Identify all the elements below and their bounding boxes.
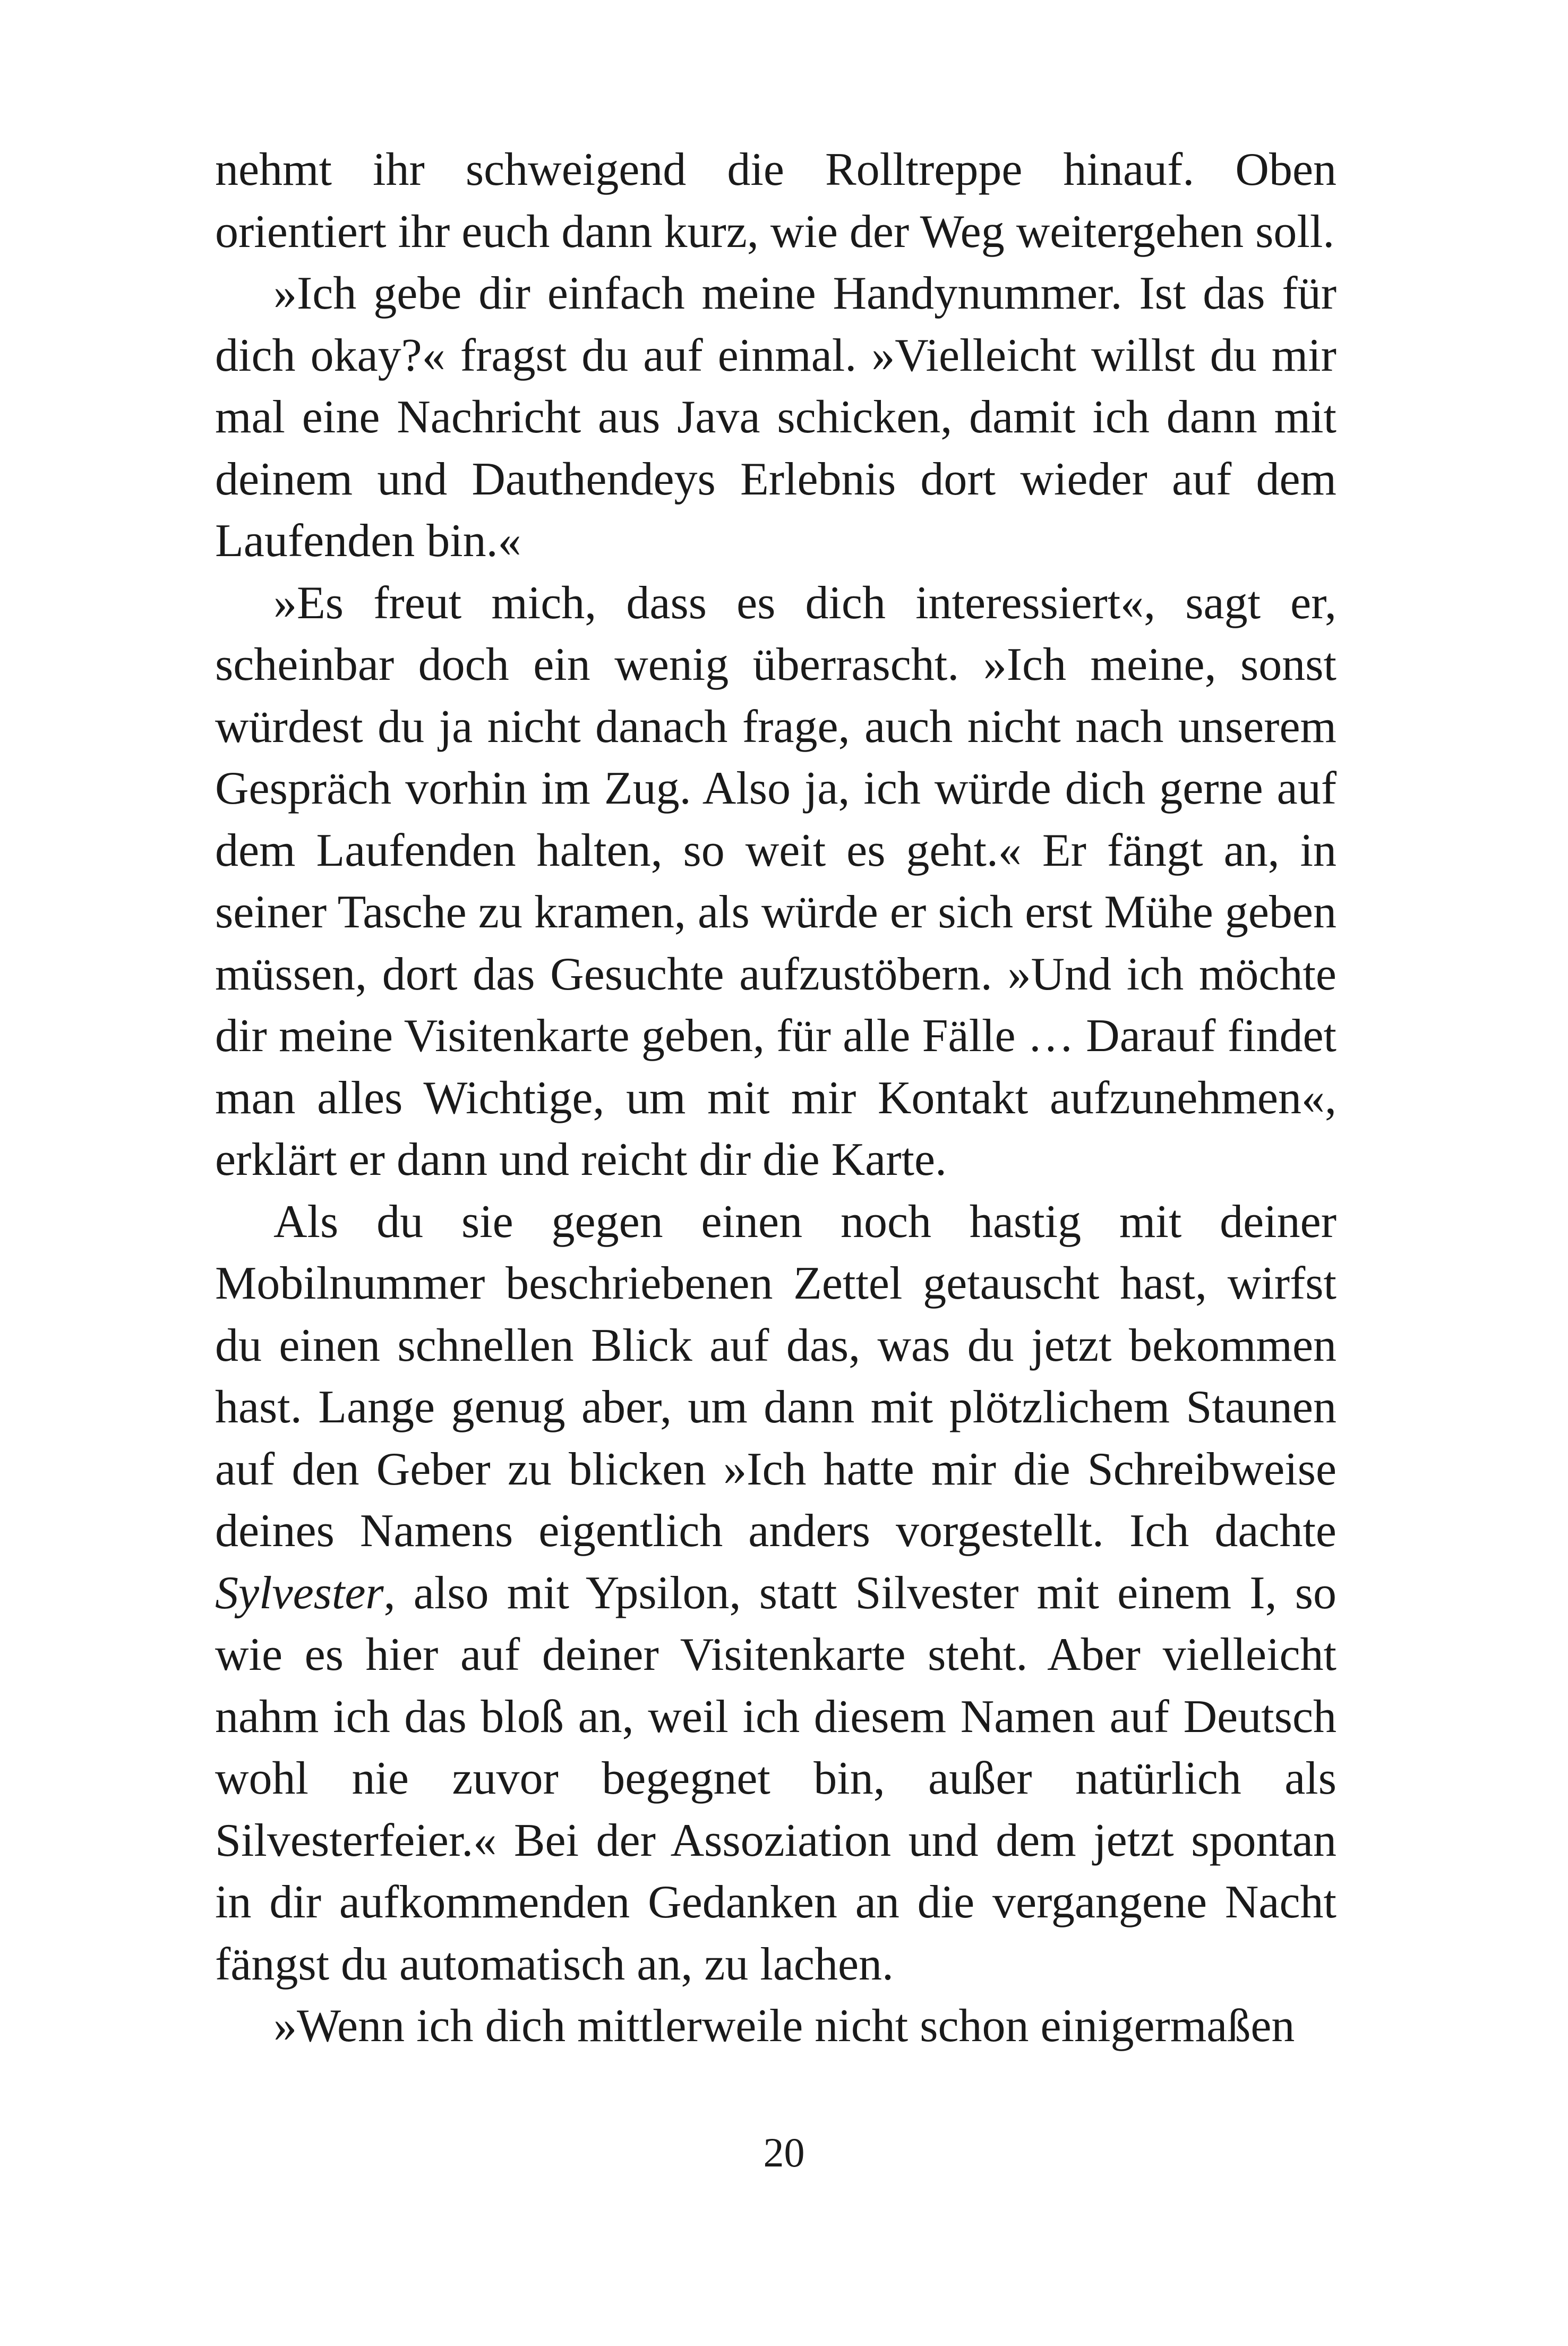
body-text — [215, 139, 1336, 2058]
italic-name-sylvester: Sylvester — [215, 1567, 384, 1619]
paragraph-2: »Ich gebe dir einfach meine Handynummer. Ist das für dich okay?« fragst du auf einmal. »Vielleicht willst du mir mal eine Nachricht aus Java schicken, damit ich dann mit deinem und Dauthendeys Erlebnis dort wieder auf dem Laufenden bin.« — [215, 268, 1336, 567]
paragraph-4-part-1: Als du sie gegen einen noch hastig mit deiner Mobilnummer beschriebenen Zettel getauscht hast, wirfst du einen schnellen Blick auf das, was du jetzt bekommen hast. Lange genug aber, um dann mit plötzlichem Staunen auf den Geber zu blicken »Ich hatte mir die Schreibweise deines Namens eigentlich anders vorgestellt. Ich dachte — [215, 1196, 1336, 1557]
paragraph-4-part-2: , also mit Ypsilon, statt Silvester mit einem I, so wie es hier auf deiner Visitenkarte steht. Aber vielleicht nahm ich das bloß an, weil ich diesem Namen auf Deutsch wohl nie zuvor begegnet bin, außer natürlich als Silvesterfeier.« Bei der Assoziation und dem jetzt spontan in dir aufkommenden Gedanken an die vergangene Nacht fängst du automatisch an, zu lachen. — [215, 1567, 1336, 1990]
paragraph-3: »Es freut mich, dass es dich interessiert«, sagt er, scheinbar doch ein wenig überrascht. »Ich meine, sonst würdest du ja nicht danach frage, auch nicht nach unserem Gespräch vorhin im Zug. Also ja, ich würde dich gerne auf dem Laufenden halten, so weit es geht.« Er fängt an, in seiner Tasche zu kramen, als würde er sich erst Mühe geben müssen, dort das Gesuchte aufzustöbern. »Und ich möchte dir meine Visitenkarte geben, für alle Fälle … Darauf findet man alles Wichtige, um mit mir Kontakt aufzunehmen«, erklärt er dann und reicht dir die Karte. — [215, 577, 1336, 1185]
paragraph-5: »Wenn ich dich mittlerweile nicht schon einigermaßen — [273, 2000, 1295, 2052]
paragraph-1: nehmt ihr schweigend die Rolltreppe hinauf. Oben orientiert ihr euch dann kurz, wie der Weg weitergehen soll. — [215, 144, 1336, 258]
page-number: 20 — [763, 2129, 805, 2176]
paragraph-4 — [215, 1191, 1336, 1996]
